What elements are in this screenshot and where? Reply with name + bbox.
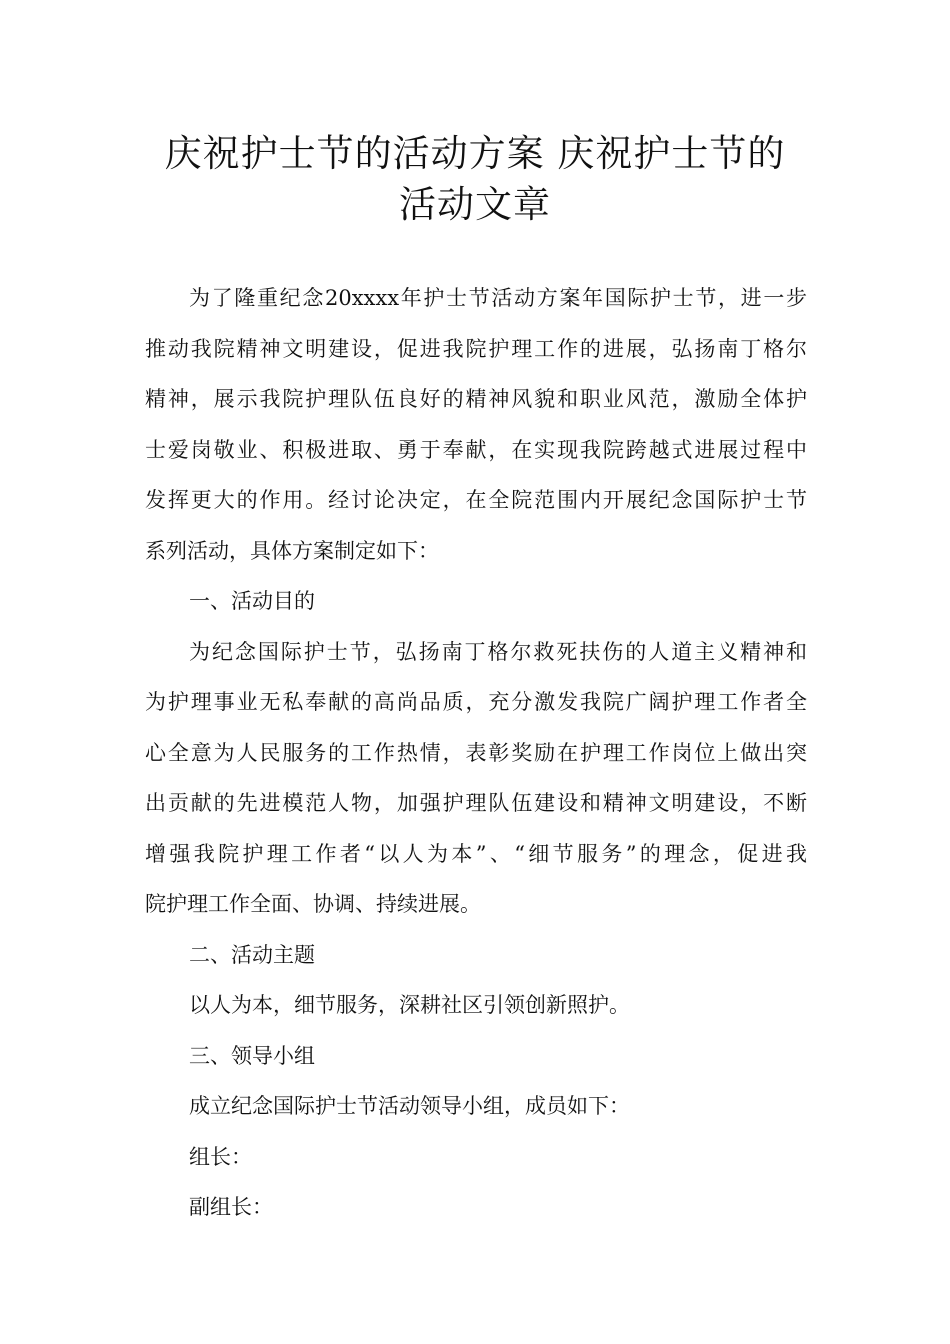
paragraph-line: 士爱岗敬业、积极进取、勇于奉献，在实现我院跨越式进展过程中 [145,437,807,462]
paragraph-line: 为纪念国际护士节，弘扬南丁格尔救死扶伤的人道主义精神和 [189,639,807,664]
paragraph-line: 推动我院精神文明建设，促进我院护理工作的进展，弘扬南丁格尔 [145,336,807,361]
section-heading: 一、活动目的 [189,589,315,613]
list-item: 副组长： [189,1195,273,1219]
paragraph-line: 心全意为人民服务的工作热情，表彰奖励在护理工作岗位上做出突 [145,740,807,765]
document-title [120,128,830,230]
title-line-1: 庆祝护士节的活动方案 庆祝护士节的 [164,132,786,175]
paragraph-line: 增强我院护理工作者“以人为本”、“细节服务”的理念，促进我 [145,841,807,866]
paragraph-line: 为护理事业无私奉献的高尚品质，充分激发我院广阔护理工作者全 [145,690,807,714]
document-body [145,273,807,1233]
section-heading: 二、活动主题 [189,942,315,967]
paragraph-line: 以人为本，细节服务，深耕社区引领创新照护。 [189,993,630,1017]
paragraph-line: 为了隆重纪念20xxxx年护士节活动方案年国际护士节，进一步 [189,286,807,310]
paragraph-line: 出贡献的先进模范人物，加强护理队伍建设和精神文明建设，不断 [145,791,807,815]
paragraph-line: 系列活动，具体方案制定如下： [145,538,439,563]
section-heading: 三、领导小组 [189,1043,315,1068]
title-line-2: 活动文章 [399,183,551,226]
paragraph-line: 精神，展示我院护理队伍良好的精神风貌和职业风范，激励全体护 [145,387,807,411]
list-item: 组长： [189,1144,252,1169]
paragraph-line: 发挥更大的作用。经讨论决定，在全院范围内开展纪念国际护士节 [145,488,807,512]
paragraph-line: 院护理工作全面、协调、持续进展。 [145,892,481,916]
paragraph-line: 成立纪念国际护士节活动领导小组，成员如下： [189,1094,630,1118]
